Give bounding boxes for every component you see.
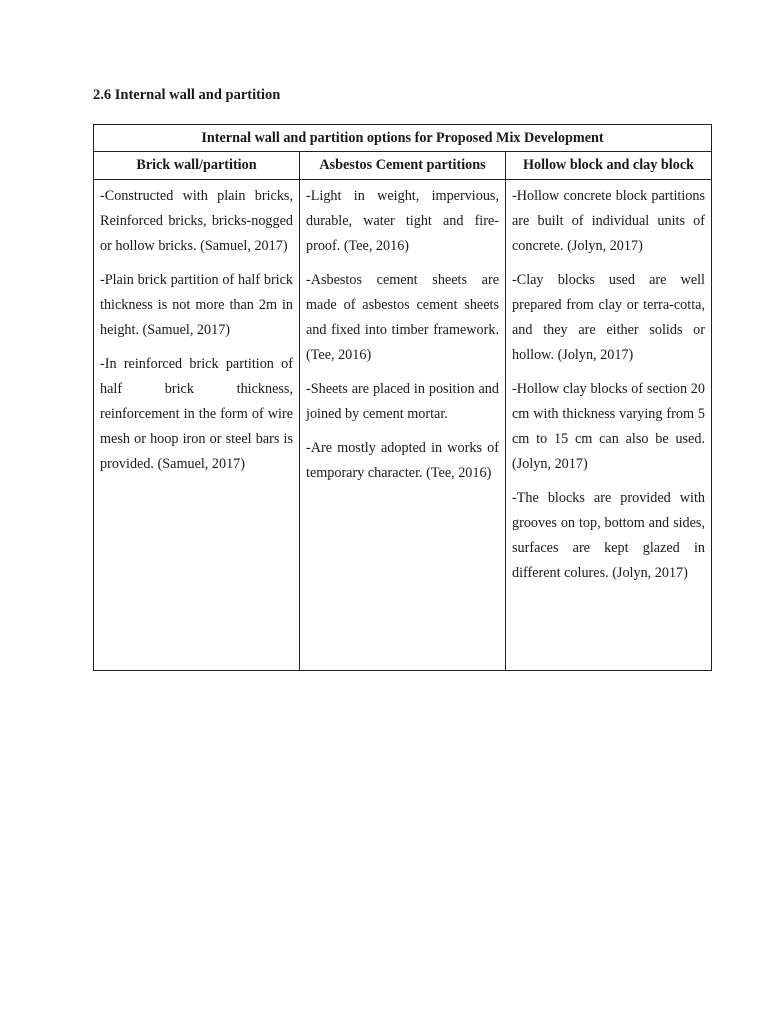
cell-paragraph: -Asbestos cement sheets are made of asbestos cement sheets and fixed into timber framework. (Tee, 2016): [306, 272, 499, 363]
partition-options-table: [93, 124, 712, 671]
cell-paragraph: -Hollow clay blocks of section 20 cm with thickness varying from 5 cm to 15 cm can also be used. (Jolyn, 2017): [512, 381, 705, 472]
table-caption-row: [94, 125, 712, 152]
cell-paragraph: -Sheets are placed in position and joined by cement mortar.: [306, 381, 499, 422]
cell-paragraph: -Are mostly adopted in works of temporary character. (Tee, 2016): [306, 440, 499, 481]
hollow-block-column-cell: [506, 180, 712, 671]
asbestos-column-cell: [300, 180, 506, 671]
cell-paragraph: -Hollow concrete block partitions are built of individual units of concrete. (Jolyn, 2017): [512, 188, 705, 254]
section-heading: 2.6 Internal wall and partition: [93, 87, 281, 103]
column-header-asbestos: Asbestos Cement partitions: [300, 152, 506, 180]
column-header-hollow-block: Hollow block and clay block: [506, 152, 712, 180]
cell-paragraph: -Clay blocks used are well prepared from clay or terra-cotta, and they are either solids or hollow. (Jolyn, 2017): [512, 272, 705, 363]
table-row: [94, 180, 712, 671]
cell-paragraph: -Plain brick partition of half brick thickness is not more than 2m in height. (Samuel, 2017): [100, 272, 293, 338]
cell-paragraph: -Light in weight, impervious, durable, water tight and fire-proof. (Tee, 2016): [306, 188, 499, 254]
column-header-brick: Brick wall/partition: [94, 152, 300, 180]
table-header-row: [94, 152, 712, 180]
table-caption: Internal wall and partition options for Proposed Mix Development: [94, 125, 712, 152]
cell-paragraph: -In reinforced brick partition of half brick thickness, reinforcement in the form of wire mesh or hoop iron or steel bars is provided. (Samuel, 2017): [100, 356, 293, 472]
cell-paragraph: -Constructed with plain bricks, Reinforced bricks, bricks-nogged or hollow bricks. (Samuel, 2017): [100, 188, 293, 254]
brick-column-cell: [94, 180, 300, 671]
cell-paragraph: -The blocks are provided with grooves on top, bottom and sides, surfaces are kept glazed in different colures. (Jolyn, 2017): [512, 490, 705, 581]
